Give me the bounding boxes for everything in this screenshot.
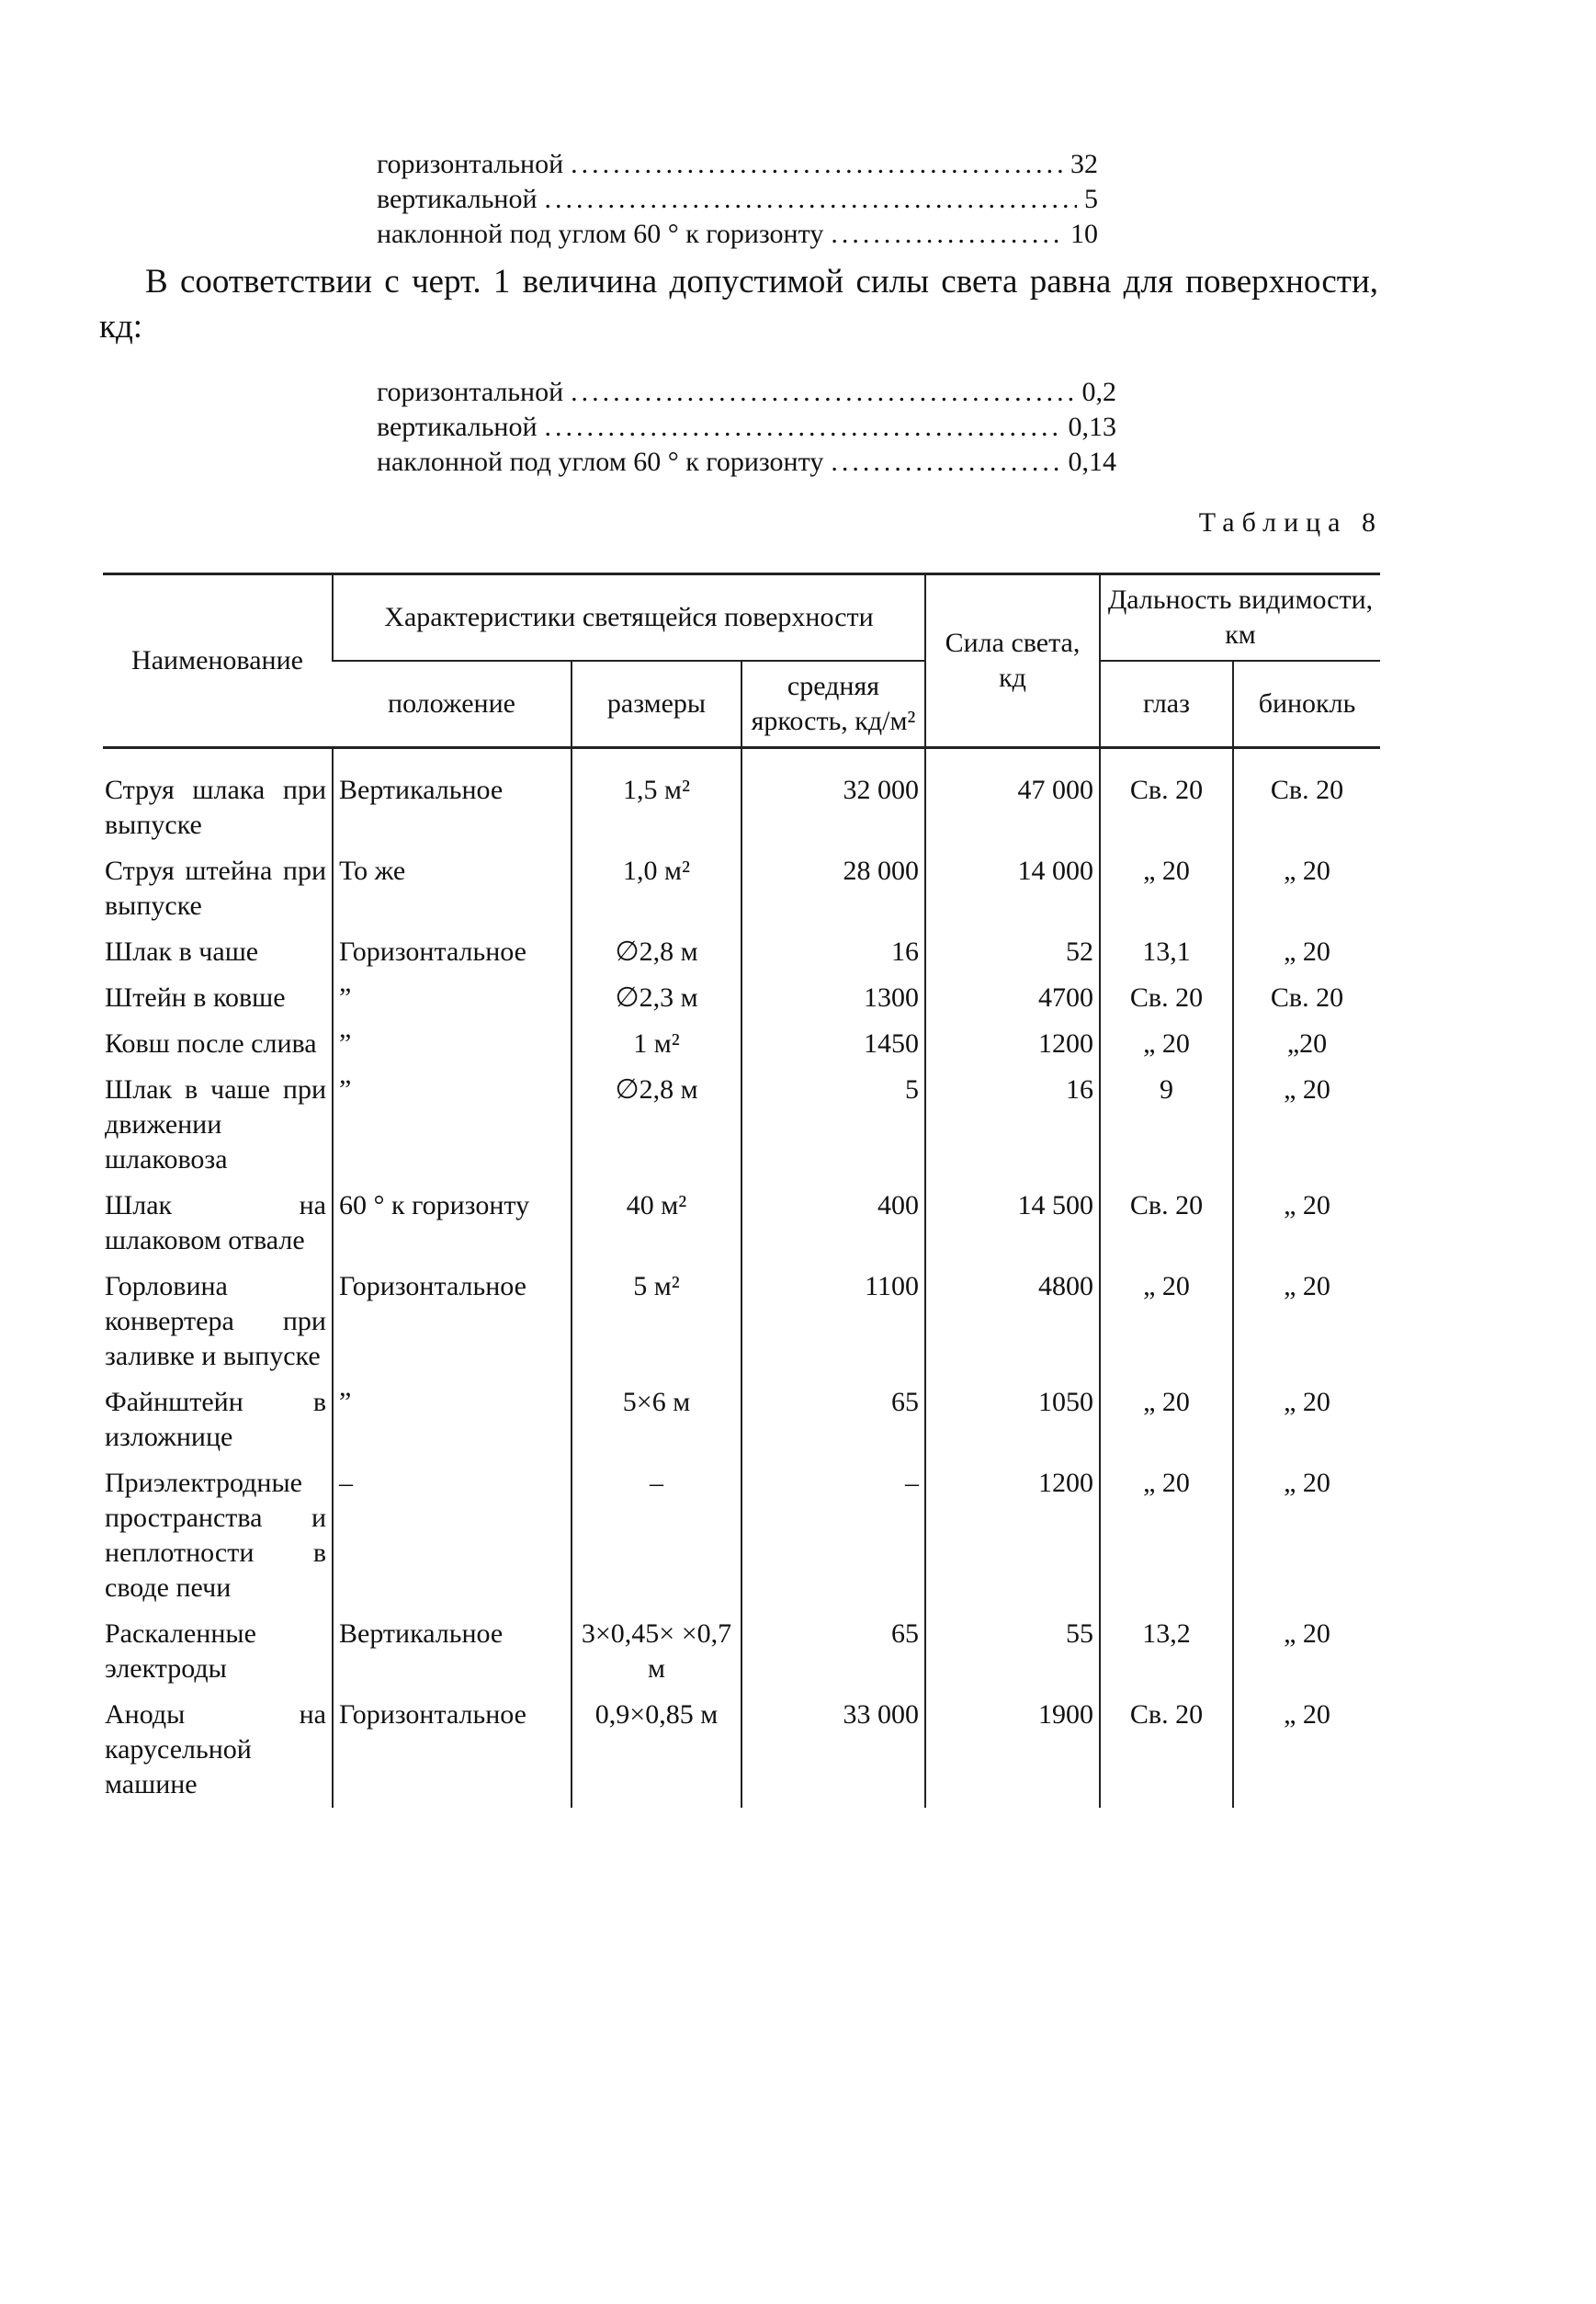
cell-name: Приэлектродные пространства и неплотности в своде печи xyxy=(105,1468,326,1603)
cell-brightness: 1300 xyxy=(741,975,925,1021)
cell-size: ∅2,8 м xyxy=(572,1067,741,1183)
cell-binocular: „ 20 xyxy=(1233,1264,1380,1379)
cell-name: Аноды на карусельной машине xyxy=(105,1699,326,1799)
cell-eye: „ 20 xyxy=(1100,1264,1233,1379)
cell-intensity: 1050 xyxy=(925,1379,1100,1460)
top-value-list xyxy=(377,147,1098,252)
table-row xyxy=(103,1460,1380,1611)
cell-position: ” xyxy=(333,1021,572,1067)
list-item xyxy=(377,217,1098,252)
cell-eye: „ 20 xyxy=(1100,1460,1233,1611)
cell-intensity: 4800 xyxy=(925,1264,1100,1379)
cell-size: ∅2,3 м xyxy=(572,975,741,1021)
cell-binocular: „ 20 xyxy=(1233,1692,1380,1808)
cell-eye: „ 20 xyxy=(1100,1021,1233,1067)
cell-binocular: „ 20 xyxy=(1233,1067,1380,1183)
cell-intensity: 52 xyxy=(925,929,1100,975)
list-label: наклонной под углом 60 ° к горизонту xyxy=(377,447,824,477)
list-label: вертикальной xyxy=(377,412,538,442)
cell-size: 3×0,45× ×0,7 м xyxy=(572,1611,741,1692)
cell-eye: „ 20 xyxy=(1100,1379,1233,1460)
leader-dots xyxy=(831,217,1063,252)
cell-position: Горизонтальное xyxy=(333,1264,572,1379)
cell-intensity: 47 000 xyxy=(925,748,1100,849)
cell-intensity: 55 xyxy=(925,1611,1100,1692)
cell-eye: 13,1 xyxy=(1100,929,1233,975)
leader-dots xyxy=(545,410,1061,445)
header-position: положение xyxy=(333,661,572,748)
cell-intensity: 4700 xyxy=(925,975,1100,1021)
cell-eye: Св. 20 xyxy=(1100,1692,1233,1808)
table-caption: Таблица 8 xyxy=(1198,507,1383,538)
cell-size: 40 м² xyxy=(572,1183,741,1264)
cell-name: Горловина конвертера при заливке и выпуске xyxy=(105,1271,326,1371)
cell-name: Шлак в чаше при движении шлаковоза xyxy=(105,1074,326,1175)
cell-size: 5×6 м xyxy=(572,1379,741,1460)
cell-name: Шлак в чаше xyxy=(105,936,259,967)
table-row xyxy=(103,929,1380,975)
table-row xyxy=(103,1067,1380,1183)
cell-size: – xyxy=(572,1460,741,1611)
leader-dots xyxy=(571,147,1063,182)
table-row xyxy=(103,748,1380,849)
body-paragraph: В соответствии с черт. 1 величина допустимой силы света равна для поверхности, кд: xyxy=(99,263,1378,346)
cell-position: ” xyxy=(333,975,572,1021)
cell-position: Вертикальное xyxy=(333,748,572,849)
cell-brightness: 16 xyxy=(741,929,925,975)
cell-brightness: 65 xyxy=(741,1379,925,1460)
list-item xyxy=(377,147,1098,182)
table-row xyxy=(103,1021,1380,1067)
cell-name: Струя шлака при выпуске xyxy=(105,775,326,840)
header-binocular: бинокль xyxy=(1233,661,1380,748)
header-intensity: Сила света, кд xyxy=(925,574,1100,748)
cell-size: 1 м² xyxy=(572,1021,741,1067)
table-row xyxy=(103,1264,1380,1379)
cell-size: 0,9×0,85 м xyxy=(572,1692,741,1808)
list-value: 10 xyxy=(1070,219,1098,249)
table-row xyxy=(103,848,1380,929)
cell-intensity: 1200 xyxy=(925,1021,1100,1067)
cell-size: 1,0 м² xyxy=(572,848,741,929)
cell-brightness: 65 xyxy=(741,1611,925,1692)
list-label: вертикальной xyxy=(377,184,538,214)
table-row xyxy=(103,975,1380,1021)
header-brightness: средняя яркость, кд/м² xyxy=(741,661,925,748)
data-table xyxy=(103,573,1380,1808)
bottom-value-list xyxy=(377,375,1116,480)
cell-position: То же xyxy=(333,848,572,929)
cell-brightness: 400 xyxy=(741,1183,925,1264)
cell-position: Горизонтальное xyxy=(333,1692,572,1808)
cell-eye: 13,2 xyxy=(1100,1611,1233,1692)
cell-name: Струя штейна при выпуске xyxy=(105,856,326,921)
header-visibility-group: Дальность видимости, км xyxy=(1100,574,1380,662)
list-value: 0,2 xyxy=(1081,377,1116,407)
list-value: 0,14 xyxy=(1068,447,1116,477)
list-item xyxy=(377,410,1116,445)
cell-brightness: 1100 xyxy=(741,1264,925,1379)
list-label: горизонтальной xyxy=(377,149,564,179)
cell-binocular: Св. 20 xyxy=(1233,975,1380,1021)
cell-brightness: 32 000 xyxy=(741,748,925,849)
list-value: 32 xyxy=(1070,149,1098,179)
list-item xyxy=(377,182,1098,217)
table-header-row xyxy=(103,574,1380,662)
cell-name: Штейн в ковше xyxy=(105,982,286,1013)
table-row xyxy=(103,1379,1380,1460)
list-item xyxy=(377,445,1116,480)
cell-eye: Св. 20 xyxy=(1100,975,1233,1021)
cell-intensity: 16 xyxy=(925,1067,1100,1183)
cell-name: Ковш после слива xyxy=(105,1028,317,1059)
cell-binocular: „ 20 xyxy=(1233,848,1380,929)
cell-brightness: 5 xyxy=(741,1067,925,1183)
leader-dots xyxy=(571,375,1074,410)
cell-binocular: „ 20 xyxy=(1233,929,1380,975)
header-size: размеры xyxy=(572,661,741,748)
list-item xyxy=(377,375,1116,410)
cell-intensity: 14 000 xyxy=(925,848,1100,929)
leader-dots xyxy=(831,445,1060,480)
cell-position: Горизонтальное xyxy=(333,929,572,975)
cell-intensity: 1900 xyxy=(925,1692,1100,1808)
cell-position: ” xyxy=(333,1379,572,1460)
cell-eye: „ 20 xyxy=(1100,848,1233,929)
leader-dots xyxy=(545,182,1077,217)
cell-intensity: 1200 xyxy=(925,1460,1100,1611)
header-eye: глаз xyxy=(1100,661,1233,748)
cell-binocular: „ 20 xyxy=(1233,1611,1380,1692)
cell-brightness: 28 000 xyxy=(741,848,925,929)
cell-binocular: „20 xyxy=(1233,1021,1380,1067)
cell-name: Файнштейн в изложнице xyxy=(105,1387,326,1452)
cell-size: 1,5 м² xyxy=(572,748,741,849)
cell-binocular: „ 20 xyxy=(1233,1183,1380,1264)
cell-binocular: Св. 20 xyxy=(1233,748,1380,849)
cell-brightness: 1450 xyxy=(741,1021,925,1067)
header-name: Наименование xyxy=(103,574,333,748)
cell-name: Раскаленные электроды xyxy=(105,1618,256,1684)
cell-name: Шлак на шлаковом отвале xyxy=(105,1190,326,1255)
cell-intensity: 14 500 xyxy=(925,1183,1100,1264)
cell-eye: 9 xyxy=(1100,1067,1233,1183)
header-surface-group: Характеристики светящейся поверхности xyxy=(333,574,925,662)
cell-position: Вертикальное xyxy=(333,1611,572,1692)
table-row xyxy=(103,1692,1380,1808)
list-label: наклонной под углом 60 ° к горизонту xyxy=(377,219,824,249)
cell-binocular: „ 20 xyxy=(1233,1460,1380,1611)
cell-eye: Св. 20 xyxy=(1100,1183,1233,1264)
cell-brightness: – xyxy=(741,1460,925,1611)
list-value: 0,13 xyxy=(1068,412,1116,442)
list-label: горизонтальной xyxy=(377,377,564,407)
table-row xyxy=(103,1611,1380,1692)
cell-brightness: 33 000 xyxy=(741,1692,925,1808)
cell-eye: Св. 20 xyxy=(1100,748,1233,849)
cell-size: ∅2,8 м xyxy=(572,929,741,975)
cell-binocular: „ 20 xyxy=(1233,1379,1380,1460)
table-row xyxy=(103,1183,1380,1264)
cell-position: ” xyxy=(333,1067,572,1183)
cell-size: 5 м² xyxy=(572,1264,741,1379)
list-value: 5 xyxy=(1084,184,1098,214)
cell-position: – xyxy=(333,1460,572,1611)
cell-position: 60 ° к горизонту xyxy=(333,1183,572,1264)
